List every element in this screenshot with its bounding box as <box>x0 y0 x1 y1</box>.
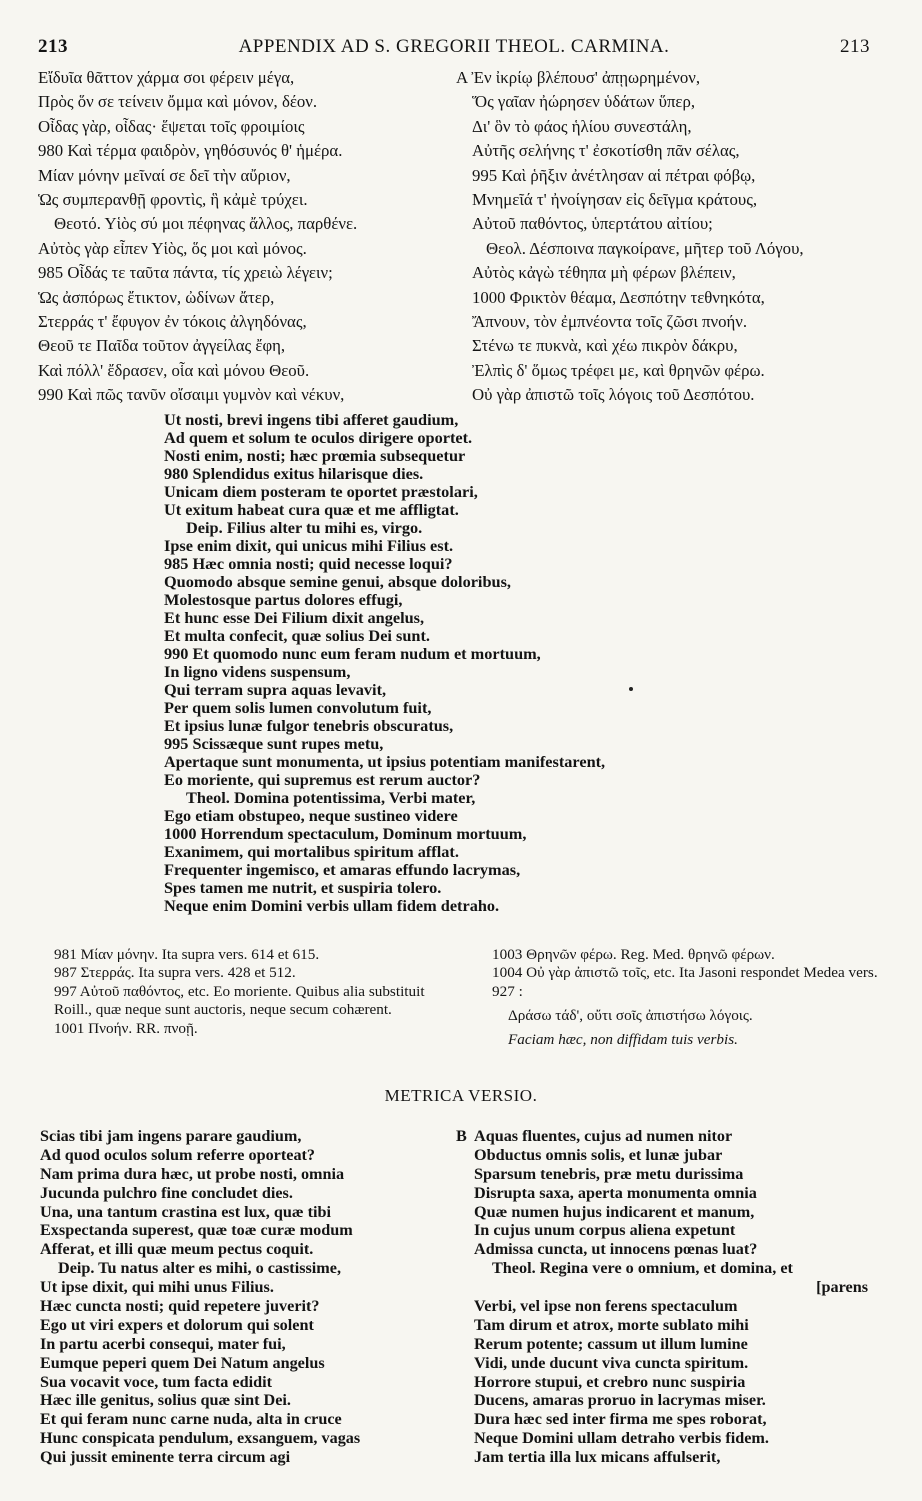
column-marker: A <box>456 68 468 87</box>
greek-line: Ὅς γαῖαν ἠώρησεν ὑδάτων ὕπερ, <box>472 92 696 112</box>
verse-line: Hæc ille genitus, solius quæ sint Dei. <box>40 1391 291 1410</box>
verse-line: Quæ numen hujus indicarent et manum, <box>474 1202 755 1221</box>
greek-line: Ὡς συμπερανθῇ φροντὶς, ἣ κἀμὲ τρύχει. <box>38 189 308 209</box>
greek-line: Οἶδας γὰρ, οἶδας· ἕψεται τοῖς φροιμίοις <box>38 116 305 136</box>
verse-line: Rerum potente; cassum ut illum lumine <box>474 1334 748 1353</box>
latin-line: Apertaque sunt monumenta, ut ipsius potentiam manifestarent, <box>164 752 606 771</box>
latin-line: Molestosque partus dolores effugi, <box>164 590 403 609</box>
verse-line: Admissa cuncta, ut innocens pœnas luat? <box>474 1240 758 1259</box>
greek-line: Μίαν μόνην μεῖναί σε δεῖ τὴν αὔριον, <box>38 165 291 185</box>
verse-line: Eumque peperi quem Dei Natum angelus <box>40 1353 325 1372</box>
latin-line: Eo moriente, qui supremus est rerum auctor? <box>164 770 481 789</box>
verse-line: Vidi, unde ducunt viva cuncta spiritum. <box>474 1353 749 1372</box>
footnote: 987 Στερράς. Ita supra vers. 428 et 512. <box>54 964 296 982</box>
latin-line: Neque enim Domini verbis ullam fidem detraho. <box>164 896 500 915</box>
greek-line: Αὐτῆς σελήνης τ' ἐσκοτίσθη πᾶν σέλας, <box>472 141 740 161</box>
verse-line: Ego ut viri expers et dolorum qui solent <box>40 1315 314 1334</box>
verse-line: Exspectanda superest, quæ toæ curæ modum <box>40 1221 353 1240</box>
metrical-version-right <box>456 1127 886 1467</box>
verse-line: Nam prima dura hæc, ut probe nosti, omnia <box>40 1164 345 1183</box>
latin-line: Per quem solis lumen convolutum fuit, <box>164 698 432 717</box>
latin-line: Et multa confecit, quæ solius Dei sunt. <box>164 626 430 645</box>
footnotes-right <box>492 946 884 1055</box>
verse-line: Verbi, vel ipse non ferens spectaculum <box>474 1297 738 1316</box>
verse-line <box>456 1127 886 1146</box>
stray-dot-mark <box>629 687 633 691</box>
latin-line: 995 Scissæque sunt rupes metu, <box>164 734 384 753</box>
greek-line-text: Ἐν ἰκρίῳ βλέπουσ' ἀπῃωρημένον, <box>471 68 701 87</box>
latin-line: In ligno videns suspensum, <box>164 662 351 681</box>
quotation-latin: Faciam hæc, non diffidam tuis verbis. <box>508 1031 738 1049</box>
verse-line: Afferat, et illi quæ meum pectus coquit. <box>40 1240 314 1259</box>
verse-line-continuation: [parens <box>816 1278 868 1297</box>
greek-line: Ἐλπὶς δ' ὅμως τρέφει με, καὶ θρηνῶν φέρω. <box>472 360 765 380</box>
greek-text-right-column <box>456 66 886 407</box>
quotation-greek: Δράσω τάδ', οὔτι σοῖς ἀπιστήσω λόγοις. <box>508 1007 753 1025</box>
latin-line: 990 Et quomodo nunc eum feram nudum et mortuum, <box>164 644 541 663</box>
latin-line: Quomodo absque semine genui, absque doloribus, <box>164 572 511 591</box>
metrical-version-left <box>40 1127 448 1467</box>
greek-line: 980 Καὶ τέρμα φαιδρὸν, γηθόσυνός θ' ἡμέρα. <box>38 141 343 161</box>
verse-line: Qui jussit eminente terra circum agi <box>40 1448 291 1467</box>
greek-line: Θεοῦ τε Παῖδα τοῦτον ἀγγείλας ἔφη, <box>38 336 286 356</box>
greek-line: Δι' ὃν τὸ φάος ἡλίου συνεστάλη, <box>472 116 692 136</box>
latin-line: Et hunc esse Dei Filium dixit angelus, <box>164 608 425 627</box>
latin-speaker-line: Theol. Domina potentissima, Verbi mater, <box>186 788 476 807</box>
latin-line: Ego etiam obstupeo, neque sustineo videre <box>164 806 458 825</box>
verse-line: Una, una tantum crastina est lux, quæ tibi <box>40 1202 331 1221</box>
verse-line: Tam dirum et atrox, morte sublato mihi <box>474 1315 749 1334</box>
latin-line: Ad quem et solum te oculos dirigere oportet. <box>164 428 473 447</box>
verse-line: Horrore stupui, et crebro nunc suspiria <box>474 1372 746 1391</box>
verse-line: Obductus omnis solis, et lunæ jubar <box>474 1145 723 1164</box>
verse-line: Hæc cuncta nosti; quid repetere juverit? <box>40 1297 320 1316</box>
footnote: 1003 Θρηνῶν φέρω. Reg. Med. θρηνῶ φέρων. <box>492 946 775 963</box>
greek-line: Ἄπνουν, τὸν ἐμπνέοντα τοῖς ζῶσι πνοήν. <box>472 311 748 331</box>
greek-line <box>456 66 886 90</box>
footnote: 1001 Πνοήν. RR. πνοῇ. <box>54 1019 198 1037</box>
greek-line: 985 Οἶδάς τε ταῦτα πάντα, τίς χρειὼ λέγειν; <box>38 263 333 283</box>
latin-line: Spes tamen me nutrit, et suspiria tolero. <box>164 878 442 897</box>
latin-line: Ut exitum habeat cura quæ et me affligtat. <box>164 500 459 519</box>
latin-line: Exanimem, qui mortalibus spiritum afflat. <box>164 842 459 861</box>
latin-line: Ipse enim dixit, qui unicus mihi Filius est. <box>164 536 454 555</box>
verse-line: Et qui feram nunc carne nuda, alta in cruce <box>40 1410 342 1429</box>
latin-speaker-line: Deip. Filius alter tu mihi es, virgo. <box>186 518 423 537</box>
footnote: 1004 Οὐ γὰρ ἀπιστῶ τοῖς, etc. Ita Jasoni respondet Medea vers. 927 : <box>492 964 878 1000</box>
verse-line: In cujus unum corpus aliena expetunt <box>474 1221 736 1240</box>
greek-line: Καὶ πόλλ' ἔδρασεν, οἷα καὶ μόνου Θεοῦ. <box>38 360 310 380</box>
greek-line: Ὡς ἀσπόρως ἔτικτον, ὠδίνων ἄτερ, <box>38 287 275 307</box>
latin-line: Unicam diem posteram te oportet præstolari, <box>164 482 478 501</box>
greek-line: Εἴδυῖα θᾶττον χάρμα σοι φέρειν μέγα, <box>38 68 295 87</box>
page-number-right: 213 <box>840 36 870 57</box>
latin-line: Nosti enim, nosti; hæc prœmia subsequetur <box>164 446 466 465</box>
latin-line: 985 Hæc omnia nosti; quid necesse loqui? <box>164 554 453 573</box>
verse-line: Ad quod oculos solum referre oporteat? <box>40 1145 316 1164</box>
footnote: 981 Μίαν μόνην. Ita supra vers. 614 et 615. <box>54 946 320 963</box>
greek-speaker-line: Θεοτό. Υἱὸς σύ μοι πέφηνας ἄλλος, παρθένε. <box>54 214 358 234</box>
greek-text-left-column <box>38 66 448 407</box>
latin-line: Ut nosti, brevi ingens tibi afferet gaudium, <box>164 410 459 429</box>
greek-line: Πρὸς ὅν σε τείνειν ὄμμα καὶ μόνον, δέον. <box>38 92 318 112</box>
greek-line: Στένω τε πυκνὰ, καὶ χέω πικρὸν δάκρυ, <box>472 336 738 356</box>
latin-line: Frequenter ingemisco, et amaras effundo lacrymas, <box>164 860 521 879</box>
footnote-quotation <box>492 1007 884 1055</box>
verse-line: Scias tibi jam ingens parare gaudium, <box>40 1127 302 1145</box>
latin-line: Qui terram supra aquas levavit, <box>164 680 387 699</box>
greek-line: 1000 Φρικτὸν θέαμα, Δεσπότην τεθνηκότα, <box>472 287 765 307</box>
greek-line: Αὐτοῦ παθόντος, ὑπερτάτου αἰτίου; <box>472 214 713 234</box>
verse-speaker-line: Deip. Tu natus alter es mihi, o castissime, <box>58 1259 342 1278</box>
footnote: 997 Αὐτοῦ παθόντος, etc. Eo moriente. Quibus alia substituit Roill., quæ neque sunt auctoris, neque secum cohærent. <box>54 982 425 1019</box>
latin-line: 1000 Horrendum spectaculum, Dominum mortuum, <box>164 824 527 843</box>
running-header <box>38 36 870 58</box>
verse-line: Sua vocavit voce, tum facta edidit <box>40 1372 272 1391</box>
verse-speaker-line: Theol. Regina vere o omnium, et domina, et <box>492 1259 793 1278</box>
greek-line: 990 Καὶ πῶς τανῦν οἴσαιμι γυμνὸν καὶ νέκυν, <box>38 385 345 405</box>
page-number-left: 213 <box>38 36 68 57</box>
greek-line: Μνημεῖά τ' ἠνοίγησαν εἰς δεῖγμα κράτους, <box>472 189 758 209</box>
latin-translation <box>164 411 605 915</box>
verse-line: Jam tertia illa lux micans affulserit, <box>474 1448 721 1467</box>
verse-line: Dura hæc sed inter firma me spes roborat, <box>474 1410 767 1429</box>
verse-line: In partu acerbi consequi, mater fui, <box>40 1334 286 1353</box>
verse-line: Ut ipse dixit, qui mihi unus Filius. <box>40 1278 274 1297</box>
verse-line: Sparsum tenebris, præ metu durissima <box>474 1164 744 1183</box>
greek-speaker-line: Θεολ. Δέσποινα παγκοίρανε, μῆτερ τοῦ Λόγου, <box>486 238 804 258</box>
verse-line: Disrupta saxa, aperta monumenta omnia <box>474 1183 757 1202</box>
greek-line: 995 Καὶ ῥῆξιν ἀνέτλησαν αἱ πέτραι φόβῳ, <box>472 165 756 185</box>
verse-line: Ducens, amaras proruo in lacrymas miser. <box>474 1391 766 1410</box>
verse-line: Hunc conspicata pendulum, exsanguem, vagas <box>40 1429 361 1448</box>
footnotes-left <box>40 946 440 1038</box>
greek-line: Στερράς τ' ἔφυγον ἐν τόκοις ἀλγηδόνας, <box>38 311 307 331</box>
column-marker: B <box>456 1127 467 1145</box>
section-title: METRICA VERSIO. <box>384 1086 538 1105</box>
running-title: APPENDIX AD S. GREGORII THEOL. CARMINA. <box>238 36 670 57</box>
latin-line: Et ipsius lunæ fulgor tenebris obscuratus, <box>164 716 454 735</box>
greek-line: Οὐ γὰρ ἀπιστῶ τοῖς λόγοις τοῦ Δεσπότου. <box>472 385 755 405</box>
verse-line: Jucunda pulchro fine concludet dies. <box>40 1183 293 1202</box>
verse-line-text: Aquas fluentes, cujus ad numen nitor <box>474 1127 733 1145</box>
greek-line: Αὐτὸς κἀγὼ τέθηπα μὴ φέρων βλέπειν, <box>472 263 736 283</box>
greek-line: Αὐτὸς γὰρ εἶπεν Υἱὸς, ὅς μοι καὶ μόνος. <box>38 238 307 258</box>
latin-line: 980 Splendidus exitus hilarisque dies. <box>164 464 424 483</box>
verse-line: Neque Domini ullam detraho verbis fidem. <box>474 1429 769 1448</box>
